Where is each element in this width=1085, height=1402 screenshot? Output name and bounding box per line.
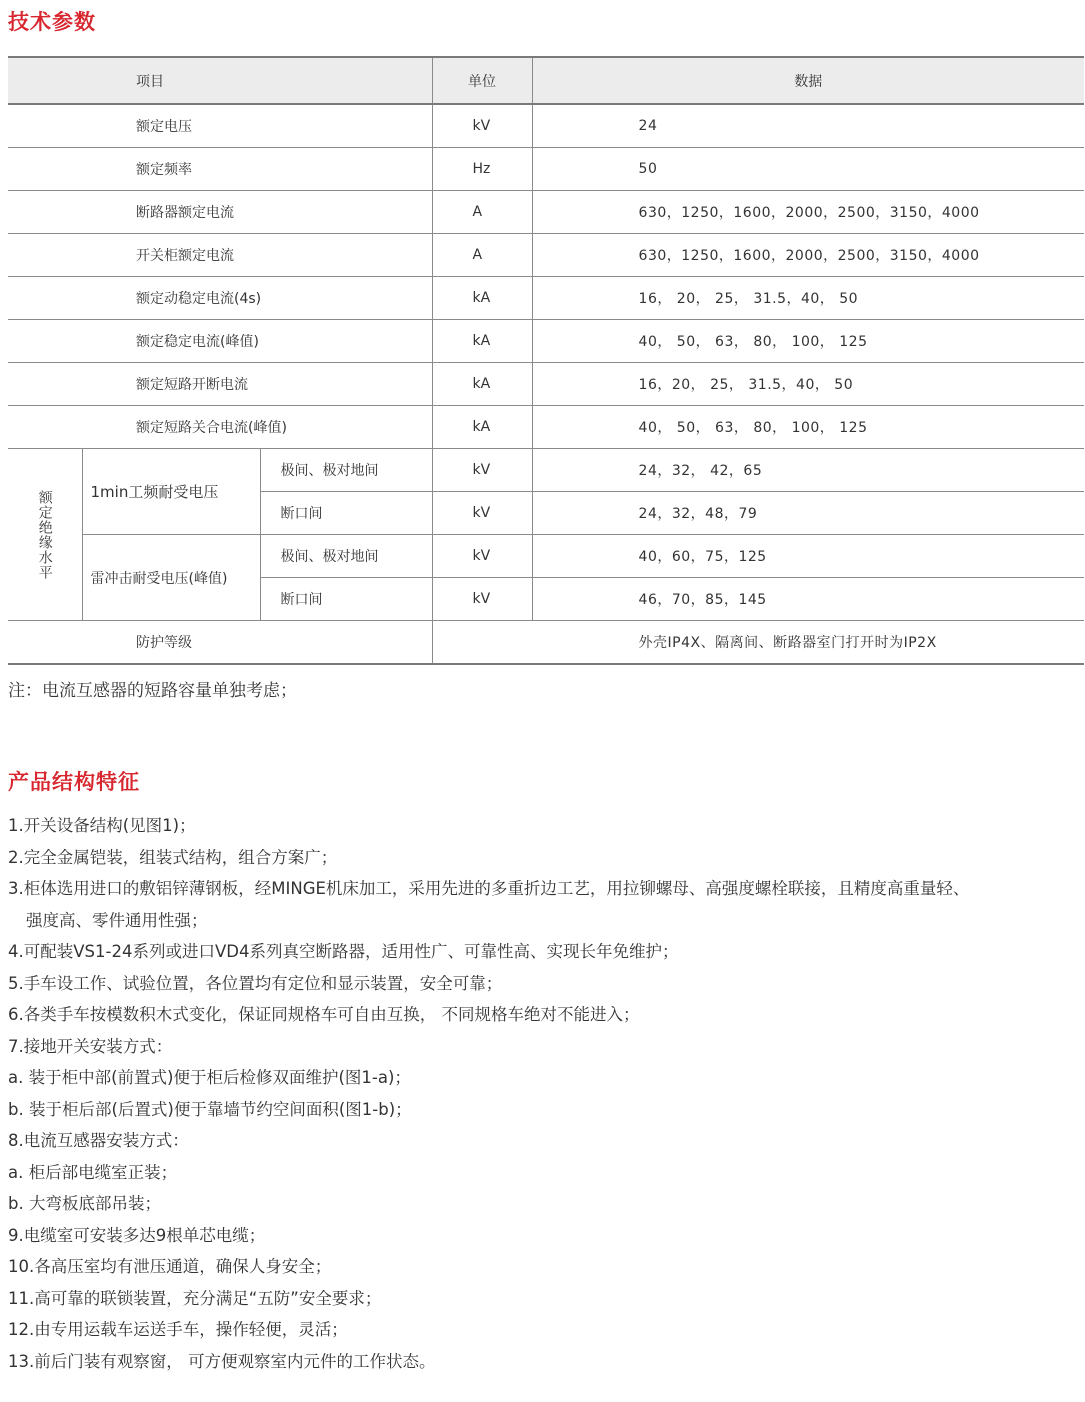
row-unit: A — [432, 191, 532, 234]
features-list — [8, 810, 1078, 1377]
row-value: 40， 50， 63， 80， 100， 125 — [532, 406, 1084, 449]
table-row — [8, 363, 1084, 406]
row-unit: kV — [432, 578, 532, 621]
row-unit: kV — [432, 449, 532, 492]
row-value: 50 — [532, 148, 1084, 191]
row-value: 16，20， 25， 31.5，40， 50 — [532, 363, 1084, 406]
table-row — [8, 191, 1084, 234]
list-item: 10.各高压室均有泄压通道，确保人身安全； — [8, 1257, 332, 1276]
list-item: 1.开关设备结构(见图1)； — [8, 816, 196, 835]
row-unit: kV — [432, 535, 532, 578]
row-unit: A — [432, 234, 532, 277]
list-item: 7.接地开关安装方式： — [8, 1036, 173, 1056]
list-item: a. 柜后部电缆室正装； — [8, 1162, 178, 1182]
row-sub-item: 极间、极对地间 — [260, 449, 432, 492]
insulation-group-label: 额定绝缘水平 — [36, 489, 53, 580]
row-item: 断路器额定电流 — [8, 191, 432, 234]
table-row — [8, 621, 1084, 665]
row-item: 额定电压 — [8, 104, 432, 148]
table-row — [8, 277, 1084, 320]
table-header-row — [8, 57, 1084, 104]
row-unit: kV — [432, 492, 532, 535]
row-unit: kV — [432, 104, 532, 148]
row-item: 额定稳定电流(峰值) — [8, 320, 432, 363]
row-sub-item: 断口间 — [260, 578, 432, 621]
row-value: 40，60，75，125 — [532, 535, 1084, 578]
table-row — [8, 535, 1084, 578]
list-item: 4.可配装VS1-24系列或进口VD4系列真空断路器，适用性广、可靠性高、实现长年免维护； — [8, 942, 679, 961]
freq-withstand-label: 1min工频耐受电压 — [82, 449, 260, 535]
insulation-group-cell — [8, 449, 82, 621]
protection-value: 外壳IP4X、隔离间、断路器室门打开时为IP2X — [432, 621, 1084, 665]
list-item: 12.由专用运载车运送手车，操作轻便，灵活； — [8, 1320, 348, 1339]
row-value: 46，70，85，145 — [532, 578, 1084, 621]
list-item: 3.柜体选用进口的敷铝锌薄钢板，经MINGE机床加工，采用先进的多重折边工艺，用拉铆螺母、高强度螺栓联接，且精度高重量轻、 — [8, 879, 970, 898]
list-item: 8.电流互感器安装方式： — [8, 1131, 189, 1150]
impulse-withstand-label: 雷冲击耐受电压(峰值) — [82, 535, 260, 621]
header-data: 数据 — [532, 57, 1084, 104]
header-unit: 单位 — [432, 57, 532, 104]
table-note: 注：电流互感器的短路容量单独考虑； — [8, 681, 297, 701]
row-item: 额定频率 — [8, 148, 432, 191]
row-value: 630，1250，1600，2000，2500，3150，4000 — [532, 234, 1084, 277]
list-item: b. 装于柜后部(后置式)便于靠墙节约空间面积(图1-b)； — [8, 1099, 412, 1119]
row-item: 额定动稳定电流(4s) — [8, 277, 432, 320]
list-item: 5.手车设工作、试验位置，各位置均有定位和显示装置，安全可靠； — [8, 973, 503, 993]
row-unit: kA — [432, 363, 532, 406]
row-item: 开关柜额定电流 — [8, 234, 432, 277]
row-unit: kA — [432, 320, 532, 363]
row-sub-item: 极间、极对地间 — [260, 535, 432, 578]
row-item: 额定短路开断电流 — [8, 363, 432, 406]
protection-item: 防护等级 — [8, 621, 432, 665]
list-item: 6.各类手车按模数积木式变化，保证同规格车可自由互换， 不同规格车绝对不能进入； — [8, 1005, 640, 1024]
row-unit: Hz — [432, 148, 532, 191]
table-row — [8, 449, 1084, 492]
row-item: 额定短路关合电流(峰值) — [8, 406, 432, 449]
header-item: 项目 — [8, 57, 432, 104]
row-value: 24 — [532, 104, 1084, 148]
section-title-features: 产品结构特征 — [8, 770, 140, 794]
row-unit: kA — [432, 277, 532, 320]
row-sub-item: 断口间 — [260, 492, 432, 535]
list-item: 13.前后门装有观察窗， 可方便观察室内元件的工作状态。 — [8, 1351, 436, 1371]
table-row — [8, 234, 1084, 277]
table-row — [8, 406, 1084, 449]
row-value: 24，32，48，79 — [532, 492, 1084, 535]
list-item: 强度高、零件通用性强； — [26, 910, 208, 930]
list-item: 11.高可靠的联锁装置，充分满足“五防”安全要求； — [8, 1288, 382, 1308]
list-item: a. 装于柜中部(前置式)便于柜后检修双面维护(图1-a)； — [8, 1068, 411, 1087]
table-row — [8, 148, 1084, 191]
row-value: 40， 50， 63， 80， 100， 125 — [532, 320, 1084, 363]
spec-table — [8, 56, 1084, 665]
row-value: 24，32， 42，65 — [532, 449, 1084, 492]
row-value: 16， 20， 25， 31.5，40， 50 — [532, 277, 1084, 320]
list-item: 9.电缆室可安装多达9根单芯电缆； — [8, 1225, 266, 1245]
list-item: b. 大弯板底部吊装； — [8, 1194, 161, 1213]
row-unit: kA — [432, 406, 532, 449]
table-row — [8, 104, 1084, 148]
row-value: 630，1250，1600，2000，2500，3150，4000 — [532, 191, 1084, 234]
list-item: 2.完全金属铠装，组装式结构，组合方案广； — [8, 847, 338, 867]
table-row — [8, 320, 1084, 363]
section-title-tech-params: 技术参数 — [8, 10, 96, 34]
